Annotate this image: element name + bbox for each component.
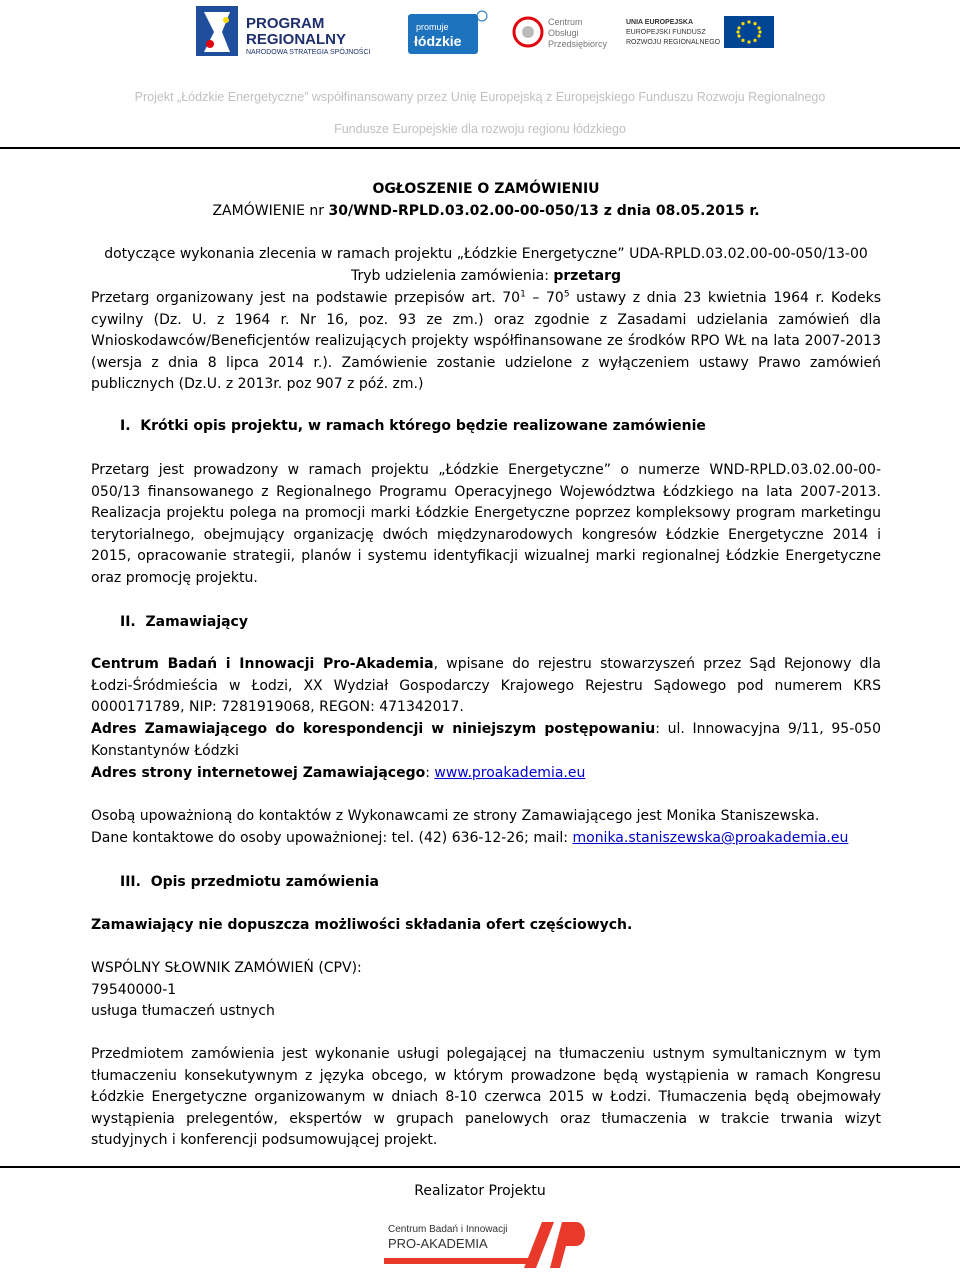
contact-person-line: Osobą upoważnioną do kontaktów z Wykonawcami ze strony Zamawiającego jest Monika Staniszewska. <box>91 808 820 824</box>
header-project-line: Projekt „Łódzkie Energetyczne” współfinansowany przez Unię Europejską z Europejskiego Funduszu Rozwoju Regionalnego <box>134 90 826 104</box>
obslugi-text: Obsługi <box>548 28 579 38</box>
cpv-label: WSPÓLNY SŁOWNIK ZAMÓWIEŃ (CPV): <box>91 960 362 976</box>
przedsiebiorcy-text: Przedsiębiorcy <box>548 39 608 49</box>
legal-basis-paragraph: Przetarg organizowany jest na podstawie przepisów art. $70^1 - 70^5$ ustawy z dnia 23 kwietnia 1964 r. Kodeks cywilny (Dz. U. z 1964 r. Nr 16, poz. 93 ze zm.) oraz zgodnie z Zasadami udzielania zamówień dla Wnioskodawców/Beneficjentów realizujących projekty współfinansowane ze środków RPO WŁ na lata 2007-2013 (wersja z dnia 8 lipca 2014 r.). Zamówienie zostanie udzielone z wyłączeniem ustawy Prawo zamówień publicznych (Dz.U. z 2013r. poz 907 z póź. zm.) <box>91 289 882 392</box>
order-number-line: ZAMÓWIENIE nr 30/WND-RPLD.03.02.00-00-050/13 z dnia 08.05.2015 r. <box>212 203 760 219</box>
regionalny-text: REGIONALNY <box>246 31 347 48</box>
contact-data-line: Dane kontaktowe do osoby upoważnionej: tel. (42) 636-12-26; mail: monika.staniszewska@proakademia.eu <box>91 830 849 846</box>
lodzkie-text: łódzkie <box>414 33 462 49</box>
concerns-line: dotyczące wykonania zlecenia w ramach projektu „Łódzkie Energetyczne” UDA-RPLD.03.02.00-00-050/13-00 <box>104 246 868 262</box>
program-text: PROGRAM <box>246 15 325 32</box>
section-1-heading: I. Krótki opis projektu, w ramach którego będzie realizowane zamówienie <box>120 418 706 434</box>
contracting-authority-paragraph: Centrum Badań i Innowacji Pro-Akademia, wpisane do rejestru stowarzyszeń przez Sąd Rejonowy dla Łodzi-Śródmieścia w Łodzi, XX Wydział Gospodarczy Krajowego Rejestru Sądowego pod numerem KRS 0000171789, NIP: 7281919068, REGON: 471342017. <box>91 656 882 715</box>
pro-akademia-logo <box>384 1218 588 1273</box>
program-regionalny-logo <box>196 6 386 56</box>
correspondence-address: Adres Zamawiającego do korespondencji w niniejszym postępowaniu: ul. Innowacyjna 9/11, 95-050 Konstantynów Łódzki <box>91 721 881 759</box>
footer-logo-line2: PRO-AKADEMIA <box>388 1236 488 1251</box>
ue-line1: UNIA EUROPEJSKA <box>626 19 694 26</box>
promuje-text: promuje <box>416 22 449 32</box>
promuje-lodzkie-logo <box>408 10 488 54</box>
footer-label: Realizator Projektu <box>414 1183 546 1199</box>
section-3-heading: III. Opis przedmiotu zamówienia <box>120 874 380 890</box>
cpv-name: usługa tłumaczeń ustnych <box>91 1003 275 1019</box>
email-link[interactable]: monika.staniszewska@proakademia.eu <box>572 830 849 846</box>
partial-offers-note: Zamawiający nie dopuszcza możliwości składania ofert częściowych. <box>91 917 633 933</box>
section-2-heading: II. Zamawiający <box>120 614 248 630</box>
section-1-body: Przetarg jest prowadzony w ramach projektu „Łódzkie Energetyczne” o numerze WND-RPLD.03.02.00-00-050/13 finansowanego z Regionalnego Programu Operacyjnego Województwa Łódzkiego na lata 2007-2013. Realizacja projektu polega na promocji marki Łódzkie Energetyczne poprzez kompleksowy program marketingu terytorialnego, obejmujący organizację dwóch międzynarodowych kongresów Łódzkie Energetyczne 2014 i 2015, opracowanie strategii, planów i systemu identyfikacji wizualnej marki regionalnej Łódzkie Energetyczne oraz promocję projektu. <box>91 462 881 586</box>
cpv-code: 79540000-1 <box>91 982 177 998</box>
ue-line3: ROZWOJU REGIONALNEGO <box>626 39 721 46</box>
logo-bar <box>0 0 960 80</box>
ue-line2: EUROPEJSKI FUNDUSZ <box>626 29 706 36</box>
unia-europejska-logo <box>626 14 776 50</box>
nss-text: NARODOWA STRATEGIA SPÓJNOŚCI <box>246 49 371 56</box>
section-3-body: Przedmiotem zamówienia jest wykonanie usługi polegającej na tłumaczeniu ustnym symultanicznym w tym tłumaczeniu konsekutywnym z języka obcego, w którym prowadzone będą wystąpienia w ramach Kongresu Łódzkie Energetyczne organizowanym w dniach 8-10 czerwca 2015 w Łodzi. Tłumaczenia będą obejmowały wystąpienia prelegentów, ekspertów w grupach panelowych oraz tłumaczenia w trakcie trwania wizyt studyjnych i konferencji podsumowującej projekt. <box>91 1046 881 1148</box>
centrum-text: Centrum <box>548 17 583 27</box>
mode-line: Tryb udzielenia zamówienia: przetarg <box>350 268 621 284</box>
website-link[interactable]: www.proakademia.eu <box>434 765 586 781</box>
footer-logo-line1: Centrum Badań i Innowacji <box>388 1224 508 1235</box>
centrum-obslugi-logo <box>512 14 612 50</box>
document-heading: OGŁOSZENIE O ZAMÓWIENIU <box>372 181 600 197</box>
header-rule <box>0 147 960 149</box>
header-funds-line: Fundusze Europejskie dla rozwoju regionu łódzkiego <box>334 122 626 136</box>
footer-rule <box>0 1166 960 1168</box>
website-line: Adres strony internetowej Zamawiającego: www.proakademia.eu <box>91 765 586 781</box>
